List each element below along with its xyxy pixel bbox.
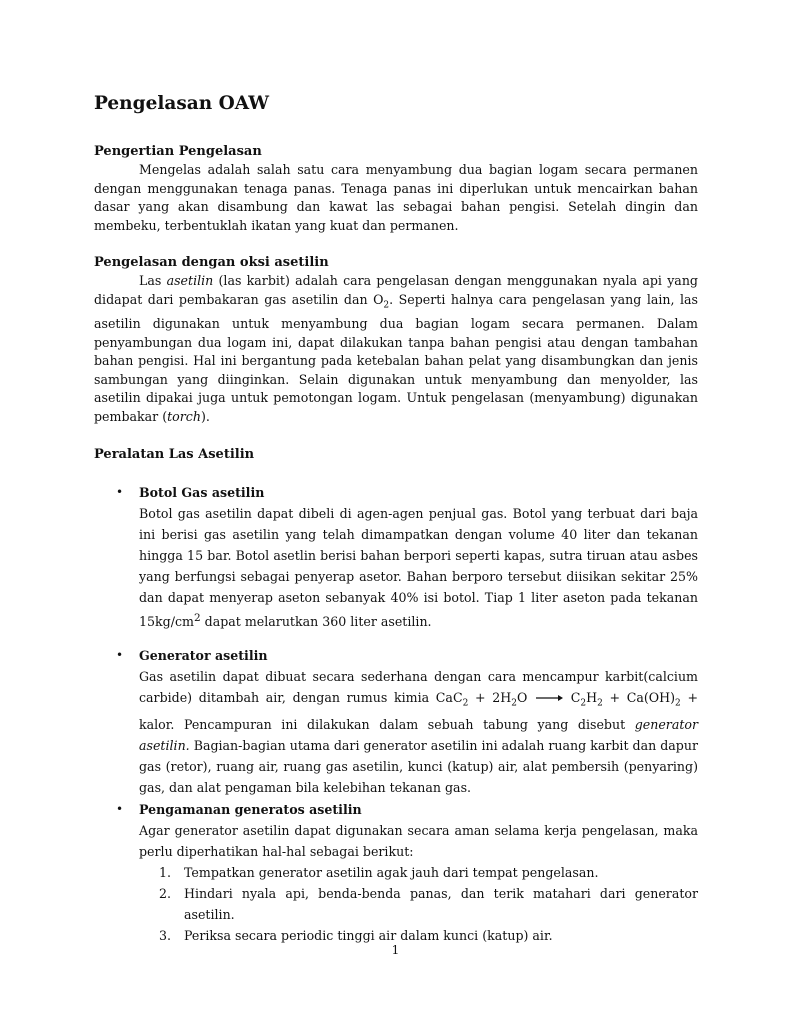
text-run: dapat melarutkan 360 liter asetilin. <box>200 613 432 629</box>
list-item <box>94 483 698 632</box>
section-heading: Peralatan Las Asetilin <box>94 446 255 462</box>
list-item-title: Pengamanan generatos asetilin <box>139 802 362 818</box>
subscript: 2 <box>462 698 469 709</box>
section-oksi-asetilin <box>94 253 698 426</box>
item-number: 2. <box>159 886 172 902</box>
superscript: 2 <box>193 611 201 624</box>
list-item-body: Agar generator asetilin dapat digunakan secara aman selama kerja pengelasan, maka perlu diperhatikan hal-hal sebagai berikut: <box>139 823 698 860</box>
text-run: + Ca(OH) <box>602 689 676 705</box>
text-run: H <box>586 689 598 705</box>
item-text: Tempatkan generator asetilin agak jauh dari tempat pengelasan. <box>184 865 599 881</box>
section-peralatan <box>94 445 698 947</box>
section-paragraph: Mengelas adalah salah satu cara menyambung dua bagian logam secara permanen dengan menggunakan tenaga panas. Tenaga panas ini diperlukan untuk mencairkan bahan dasar yang akan disambung dan kawat las sebagai bahan pengisi. Setelah dingin dan membeku, terbentuklah ikatan yang kuat dan permanen. <box>94 162 698 233</box>
list-item <box>94 800 698 946</box>
text-run: Bagian-bagian utama dari generator asetilin ini adalah ruang karbit dan dapur gas (retor), ruang air, ruang gas asetilin, kunci (katup) air, alat pembersih (penyaring) gas, dan alat pengaman bila kelebihan tekanan gas. <box>139 738 698 796</box>
item-text: Periksa secara periodic tinggi air dalam kunci (katup) air. <box>184 928 553 944</box>
numbered-item <box>139 862 698 883</box>
equipment-list <box>94 483 698 947</box>
list-item-title: Botol Gas asetilin <box>139 484 265 500</box>
numbered-list <box>139 862 698 946</box>
text-run: Botol gas asetilin dapat dibeli di agen-agen penjual gas. Botol yang terbuat dari baja ini berisi gas asetilin yang telah dimampatkan dengan volume 40 liter dan tekanan hingga 15 bar. Botol asetlin berisi bahan berpori seperti kapas, sutra tiruan atau asbes yang berfungsi sebagai penyerap asetor. Bahan berporo tersebut diisikan sekitar 25% dan dapat menyerap aseton sebanyak 40% isi botol. Tiap 1 liter aseton pada tekanan 15kg/cm <box>139 505 698 629</box>
subscript: 2 <box>383 300 390 311</box>
text-run: + kalor. Pencampuran ini dilakukan dalam sebuah tabung yang disebut <box>139 689 698 733</box>
document-page <box>94 92 698 960</box>
section-heading: Pengelasan dengan oksi asetilin <box>94 255 329 271</box>
bullet-icon: • <box>116 802 124 817</box>
list-item-body <box>139 503 698 632</box>
bullet-icon: • <box>116 647 124 662</box>
emphasis-text: generator asetilin. <box>139 717 698 754</box>
emphasis-text: torch <box>167 409 201 425</box>
subscript: 2 <box>580 698 587 709</box>
item-number: 1. <box>159 865 172 881</box>
item-number: 3. <box>159 928 172 944</box>
text-run: Las <box>139 273 167 289</box>
list-item-title: Generator asetilin <box>139 647 268 663</box>
item-text: Hindari nyala api, benda-benda panas, dan terik matahari dari generator asetilin. <box>184 886 698 923</box>
text-run: (las karbit) adalah cara pengelasan dengan menggunakan nyala api yang didapat dari pembakaran gas asetilin dan O <box>94 273 698 307</box>
section-pengertian <box>94 142 698 235</box>
text-run: + 2H <box>468 689 512 705</box>
subscript: 2 <box>675 698 681 709</box>
page-number: 1 <box>391 943 400 957</box>
reaction-arrow-icon <box>534 693 564 703</box>
text-run: ). <box>200 409 210 425</box>
text-run: C <box>564 689 581 705</box>
text-run: . Seperti halnya cara pengelasan yang lain, las asetilin digunakan untuk menyambung dua bagian logam secara permanen. Dalam penyambungan dua logam ini, dapat dilakukan tanpa bahan pengisi atau dengan tambahan bahan pengisi. Hal ini bergantung pada ketebalan bahan pelat yang disambungkan dan jenis sambungan yang diinginkan. Selain digunakan untuk menyambung dan menyolder, las asetilin dipakai juga untuk pemotongan logam. Untuk pengelasan (menyambung) digunakan pembakar ( <box>94 291 699 425</box>
list-item <box>94 646 698 799</box>
subscript: 2 <box>597 698 603 709</box>
section-paragraph <box>94 272 698 426</box>
subscript: 2 <box>511 698 517 709</box>
text-run: O <box>516 689 535 705</box>
bullet-icon: • <box>116 484 124 499</box>
emphasis-text: asetilin <box>166 273 214 289</box>
list-item-body <box>139 666 698 799</box>
text-run: Gas asetilin dapat dibuat secara sederhana dengan cara mencampur karbit(calcium carbide) ditambah air, dengan rumus kimia CaC <box>139 668 698 705</box>
section-heading: Pengertian Pengelasan <box>94 144 262 159</box>
numbered-item <box>139 883 698 925</box>
document-title: Pengelasan OAW <box>94 93 269 114</box>
